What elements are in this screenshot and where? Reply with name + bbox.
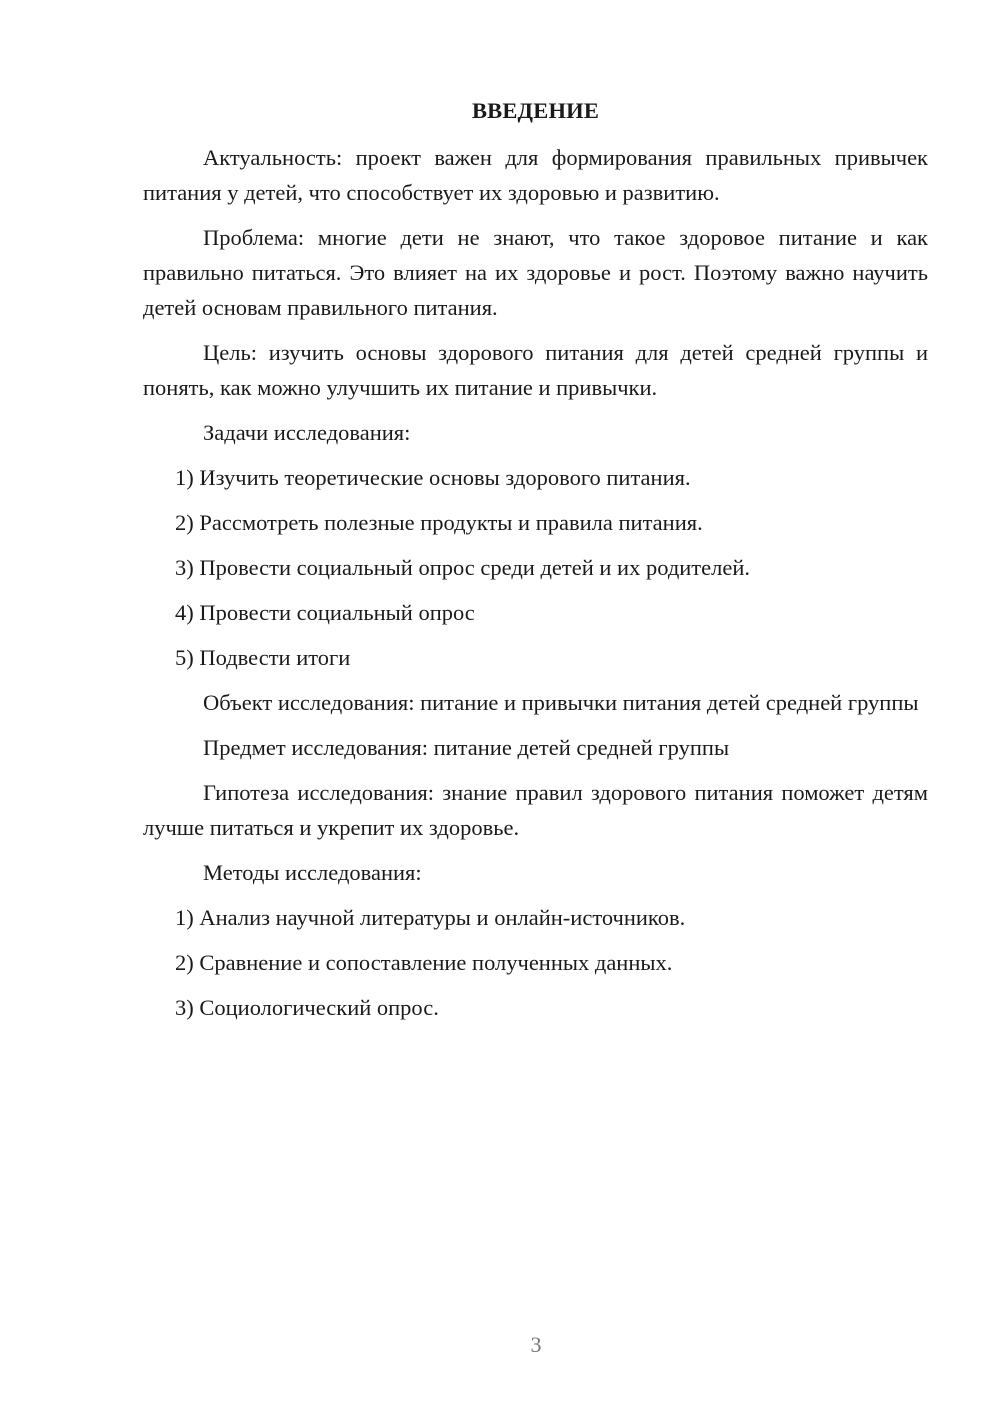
method-item: 1) Анализ научной литературы и онлайн-источников.: [175, 905, 686, 930]
task-item: 1) Изучить теоретические основы здорового питания.: [175, 465, 691, 490]
section-heading: ВВЕДЕНИЕ: [471, 98, 600, 123]
object-paragraph: Объект исследования: питание и привычки питания детей средней группы: [203, 690, 919, 715]
goal-paragraph: Цель: изучить основы здорового питания для детей средней группы и понять, как можно улучшить их питание и привычки.: [143, 340, 928, 400]
page-number: 3: [530, 1332, 542, 1357]
methods-title: Методы исследования:: [203, 860, 422, 885]
subject-paragraph: Предмет исследования: питание детей средней группы: [203, 735, 730, 760]
task-item: 2) Рассмотреть полезные продукты и правила питания.: [175, 510, 703, 535]
page-content: [143, 92, 928, 1035]
problem-paragraph: Проблема: многие дети не знают, что такое здоровое питание и как правильно питаться. Это влияет на их здоровье и рост. Поэтому важно научить детей основам правильного питания.: [143, 225, 928, 320]
tasks-title: Задачи исследования:: [203, 420, 411, 445]
task-item: 3) Провести социальный опрос среди детей и их родителей.: [175, 555, 751, 580]
task-item: 5) Подвести итоги: [175, 645, 351, 670]
method-item: 3) Социологический опрос.: [175, 995, 439, 1020]
method-item: 2) Сравнение и сопоставление полученных данных.: [175, 950, 673, 975]
hypothesis-paragraph: Гипотеза исследования: знание правил здорового питания поможет детям лучше питаться и укрепит их здоровье.: [143, 780, 928, 840]
task-item: 4) Провести социальный опрос: [175, 600, 475, 625]
relevance-paragraph: Актуальность: проект важен для формирования правильных привычек питания у детей, что способствует их здоровью и развитию.: [143, 145, 928, 205]
